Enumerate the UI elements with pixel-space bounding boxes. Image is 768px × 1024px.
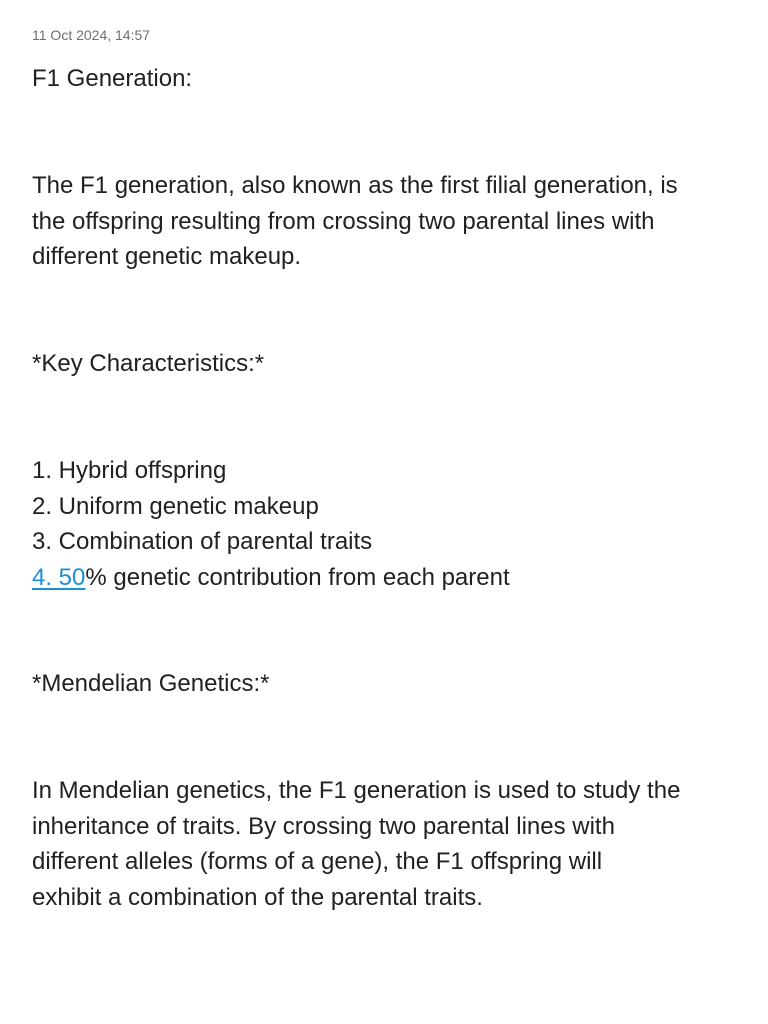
list-item-text: % genetic contribution from each parent	[85, 563, 510, 591]
list-item: 1. Hybrid offspring	[32, 457, 227, 484]
mendel-line: exhibit a combination of the parental traits.	[32, 883, 483, 911]
intro-line: different genetic makeup.	[32, 243, 302, 270]
list-item: 3. Combination of parental traits	[32, 528, 373, 555]
intro-line: The F1 generation, also known as the first filial generation, is	[32, 172, 678, 199]
mendel-line: inheritance of traits. By crossing two parental lines with	[32, 812, 615, 840]
note-heading: F1 Generation:	[32, 65, 193, 92]
characteristics-list	[32, 453, 748, 595]
mendelian-genetics-heading: *Mendelian Genetics:*	[32, 670, 270, 697]
mendel-line: different alleles (forms of a gene), the F1 offspring will	[32, 848, 603, 875]
intro-line: the offspring resulting from crossing two parental lines with	[32, 207, 655, 235]
list-item	[32, 560, 748, 596]
mendel-line: In Mendelian genetics, the F1 generation is used to study the	[32, 777, 681, 804]
phone-number-link[interactable]: 4. 50	[32, 563, 86, 591]
mendelian-paragraph	[32, 773, 748, 915]
key-characteristics-heading: *Key Characteristics:*	[32, 350, 265, 377]
note-timestamp: 11 Oct 2024, 14:57	[32, 27, 151, 43]
intro-paragraph	[32, 168, 748, 275]
list-item: 2. Uniform genetic makeup	[32, 492, 319, 520]
